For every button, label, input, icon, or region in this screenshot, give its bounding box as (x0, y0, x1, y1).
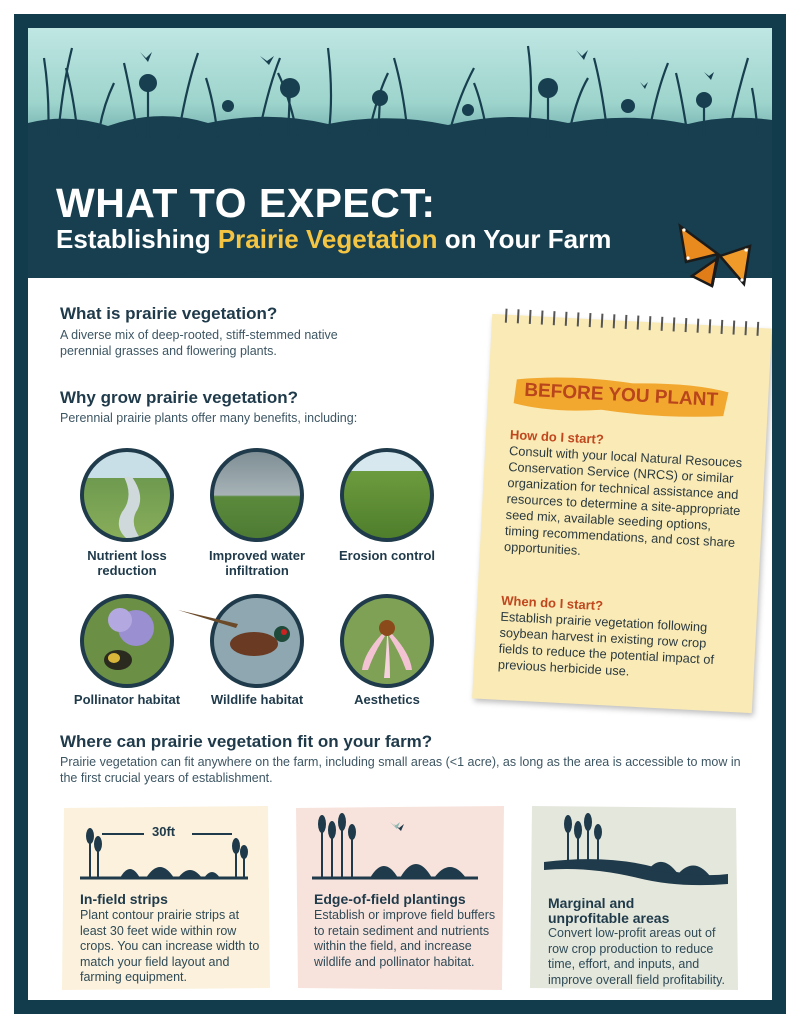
when-start-question: When do I start? (500, 592, 604, 614)
width-dimension-label: 30ft (152, 824, 176, 839)
prairie-silhouette-illustration (28, 28, 772, 178)
benefit-label-nutrient-loss: Nutrient loss reduction (87, 548, 167, 578)
card-text: Plant contour prairie strips at least 30 feet wide within row crops. You can increase width to match your field layout and farming equipment. (80, 908, 260, 984)
card-in-field-strips (60, 804, 272, 992)
page-frame (14, 14, 786, 1014)
what-is-text: A diverse mix of deep-rooted, stiff-stemmed native perennial grasses and flowering plants. (60, 328, 338, 358)
where-fit-heading: Where can prairie vegetation fit on your farm? (60, 732, 433, 751)
card-title: Marginal and unprofitable areas (548, 895, 670, 926)
torn-paper-edge (28, 264, 772, 282)
when-start-answer: Establish prairie vegetation following soybean harvest in existing row crop fields to reduce the potential impact of previous herbicide use. (497, 608, 715, 679)
monarch-butterfly-icon (672, 206, 762, 296)
card-title: Edge-of-field plantings (314, 891, 466, 907)
marginal-areas-illustration (528, 804, 740, 894)
bee-icon (80, 594, 174, 688)
in-field-strips-illustration (60, 804, 272, 884)
why-grow-heading: Why grow prairie vegetation? (60, 388, 299, 407)
benefit-label-erosion-control: Erosion control (338, 548, 436, 563)
benefit-label-aesthetics: Aesthetics (354, 692, 420, 707)
rain-icon (210, 448, 304, 542)
subtitle-highlight: Prairie Vegetation (217, 224, 438, 254)
edge-of-field-illustration (294, 804, 506, 884)
why-grow-text: Perennial prairie plants offer many benefits, including: (60, 411, 358, 425)
header-banner (28, 28, 772, 278)
benefit-label-water-infiltration: Improved water infiltration (208, 548, 306, 578)
card-edge-of-field (294, 804, 506, 992)
field-icon (340, 448, 434, 542)
how-start-answer: Consult with your local Natural Resouces Conservation Service (NRCS) or similar organization for technical assistance and resources to determine a site-appropriate seed mix, available seeding options, timing recommendations, and cost share opportunities. (503, 443, 743, 558)
page-title: WHAT TO EXPECT: (56, 180, 436, 226)
stream-icon (80, 448, 174, 542)
pheasant-tail-icon (178, 608, 238, 628)
before-you-plant-title: BEFORE YOU PLANT (523, 379, 719, 411)
card-text: Convert low-profit areas out of row crop production to reduce time, effort, and inputs, and improve overall field profitability. (548, 926, 725, 987)
what-is-section (60, 304, 460, 359)
why-grow-section (60, 388, 480, 426)
card-text: Establish or improve field buffers to retain sediment and nutrients within the field, and increase wildlife and pollinator habitat. (314, 908, 496, 969)
coneflower-icon (340, 594, 434, 688)
card-marginal-areas (528, 804, 740, 992)
where-fit-section (60, 732, 760, 786)
benefit-label-pollinator-habitat: Pollinator habitat (73, 692, 181, 707)
page-subtitle: Establishing Prairie Vegetation on Your Farm (56, 224, 612, 254)
before-you-plant-notepad (472, 314, 772, 713)
where-fit-text: Prairie vegetation can fit anywhere on the farm, including small areas (<1 acre), as long as the area is accessible to mow in the first crucial years of establishment. (60, 755, 741, 785)
what-is-heading: What is prairie vegetation? (60, 304, 278, 323)
spiral-binding (498, 304, 767, 340)
how-start-question: How do I start? (509, 427, 605, 447)
card-title: In-field strips (80, 891, 168, 907)
benefit-label-wildlife-habitat: Wildlife habitat (210, 692, 304, 707)
